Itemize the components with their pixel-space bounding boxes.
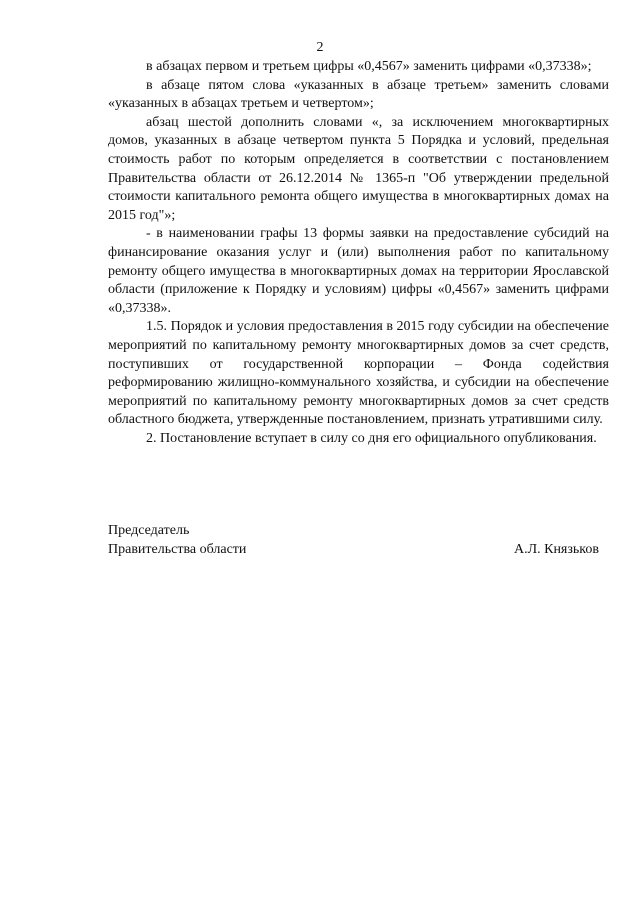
document-body bbox=[108, 58, 609, 448]
signatory-title-line-1: Председатель bbox=[108, 523, 190, 538]
paragraph-4: - в наименовании графы 13 формы заявки на предоставление субсидий на финансирование оказания услуг и (или) выполнения работ по капитальному ремонту общего имущества в многоквартирных домах на территории Ярославской области (приложение к Порядку и условиям) цифры «0,4567» заменить цифрами «0,37338». bbox=[108, 226, 609, 316]
paragraph-3: абзац шестой дополнить словами «, за исключением многоквартирных домов, указанных в абзаце четвертом пункта 5 Порядка и условий, предельная стоимость работ по которым определяется в соответствии с постановлением Правительства области от 26.12.2014 № 1365-п "Об утверждении предельной стоимости капитального ремонта общего имущества в многоквартирных домах на 2015 год"»; bbox=[108, 114, 609, 223]
paragraph-5: 1.5. Порядок и условия предоставления в 2015 году субсидии на обеспечение мероприятий по капитальному ремонту многоквартирных домов за счет средств, поступивших от государственной корпорации – Фонда содействия реформированию жилищно-коммунального хозяйства, и субсидии на обеспечение мероприятий по капитальному ремонту многоквартирных домов за счет средств областного бюджета, утвержденные постановлением, признать утратившими силу. bbox=[108, 319, 609, 428]
paragraph-1: в абзацах первом и третьем цифры «0,4567» заменить цифрами «0,37338»; bbox=[146, 59, 592, 74]
signature-block bbox=[108, 521, 609, 559]
signatory-title-line-2: Правительства области bbox=[108, 542, 247, 557]
signature-row bbox=[108, 540, 609, 559]
signatory-name: А.Л. Князьков bbox=[514, 542, 599, 557]
paragraph-6: 2. Постановление вступает в силу со дня его официального опубликования. bbox=[146, 430, 597, 446]
paragraph-2: в абзаце пятом слова «указанных в абзаце третьем» заменить словами «указанных в абзацах третьем и четвертом»; bbox=[108, 77, 609, 112]
page-number: 2 bbox=[316, 40, 324, 55]
